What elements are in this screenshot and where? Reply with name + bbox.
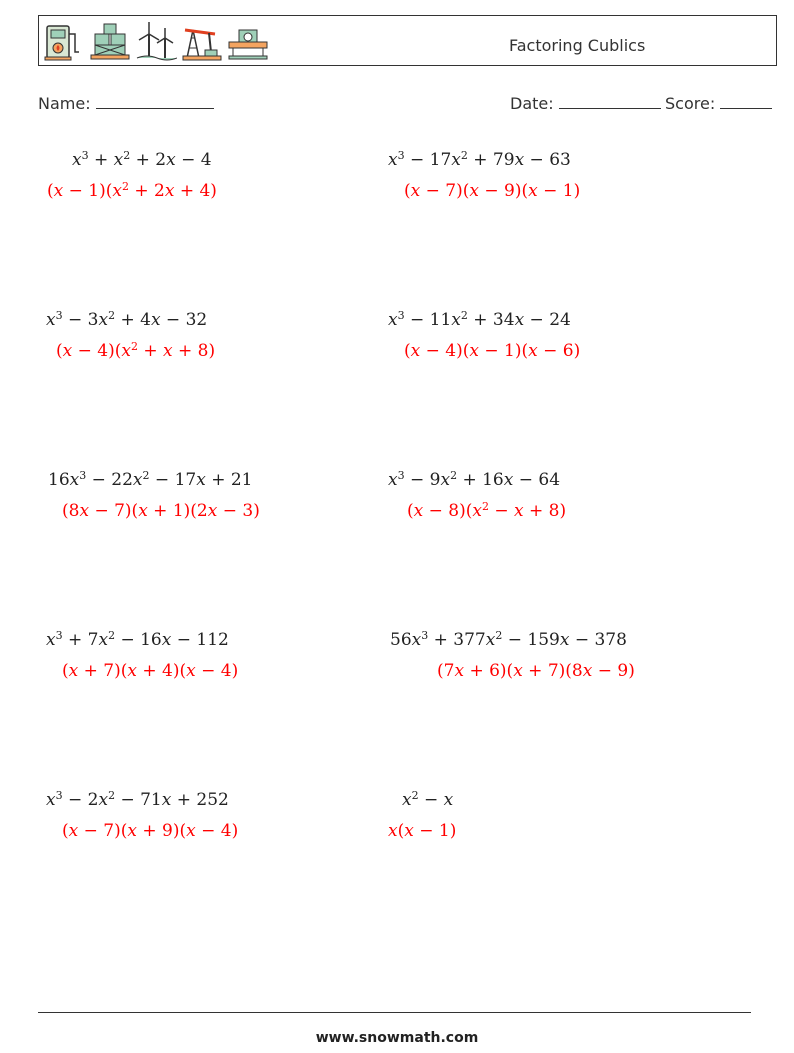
problem-5-answer: (8x − 7)(x + 1)(2x − 3): [62, 501, 260, 521]
problem-1-answer: $(x - 1)(x^2 + 2x + 4)$: [47, 180, 217, 201]
problem-2-answer: (x − 7)(x − 9)(x − 1): [404, 181, 581, 201]
problem-6-expression: $x^3 - 9x^2 + 16x - 64$: [388, 469, 561, 490]
pipeline-valve-icon: [227, 20, 269, 62]
date-field: [510, 94, 661, 113]
problem-6-answer: $(x - 8)(x^2 - x + 8)$: [407, 500, 567, 521]
cargo-crates-icon: [89, 20, 131, 62]
problem-4-answer: (x − 4)(x − 1)(x − 6): [404, 341, 581, 361]
problem-8-expression: $56x^3 + 377x^2 - 159x - 378$: [390, 629, 627, 650]
problem-1-expression: $x^3 + x^2 + 2x - 4$: [72, 149, 212, 170]
worksheet-title: Factoring Cublics: [509, 36, 646, 55]
problem-10-answer: x(x − 1): [388, 821, 457, 841]
problem-9-answer: (x − 7)(x + 9)(x − 4): [62, 821, 239, 841]
header-icons: [43, 20, 269, 62]
problem-4-expression: $x^3 - 11x^2 + 34x - 24$: [388, 309, 571, 330]
problem-5-expression: $16x^3 - 22x^2 - 17x + 21$: [48, 469, 253, 490]
problem-3-answer: $(x - 4)(x^2 + x + 8)$: [56, 340, 216, 361]
footer-divider: [38, 1012, 751, 1013]
wind-turbines-icon: [135, 20, 177, 62]
problem-2-expression: $x^3 - 17x^2 + 79x - 63$: [388, 149, 571, 170]
problem-3-expression: $x^3 - 3x^2 + 4x - 32$: [46, 309, 208, 330]
name-label: Name:: [38, 94, 91, 113]
fuel-pump-icon: [43, 20, 85, 62]
score-field: [665, 94, 772, 113]
date-label: Date:: [510, 94, 554, 113]
problem-10-expression: $x^2 - x$: [402, 789, 454, 810]
score-blank[interactable]: [720, 94, 772, 109]
oil-pumpjack-icon: [181, 20, 223, 62]
problem-7-expression: $x^3 + 7x^2 - 16x - 112$: [46, 629, 229, 650]
footer-url: www.snowmath.com: [315, 1030, 479, 1046]
problem-9-expression: $x^3 - 2x^2 - 71x + 252$: [46, 789, 229, 810]
date-blank[interactable]: [559, 94, 661, 109]
worksheet-header: [38, 15, 777, 66]
name-field: [38, 94, 214, 113]
name-blank[interactable]: [96, 94, 214, 109]
problem-8-answer: (7x + 6)(x + 7)(8x − 9): [437, 661, 635, 681]
score-label: Score:: [665, 94, 716, 113]
problem-7-answer: (x + 7)(x + 4)(x − 4): [62, 661, 239, 681]
